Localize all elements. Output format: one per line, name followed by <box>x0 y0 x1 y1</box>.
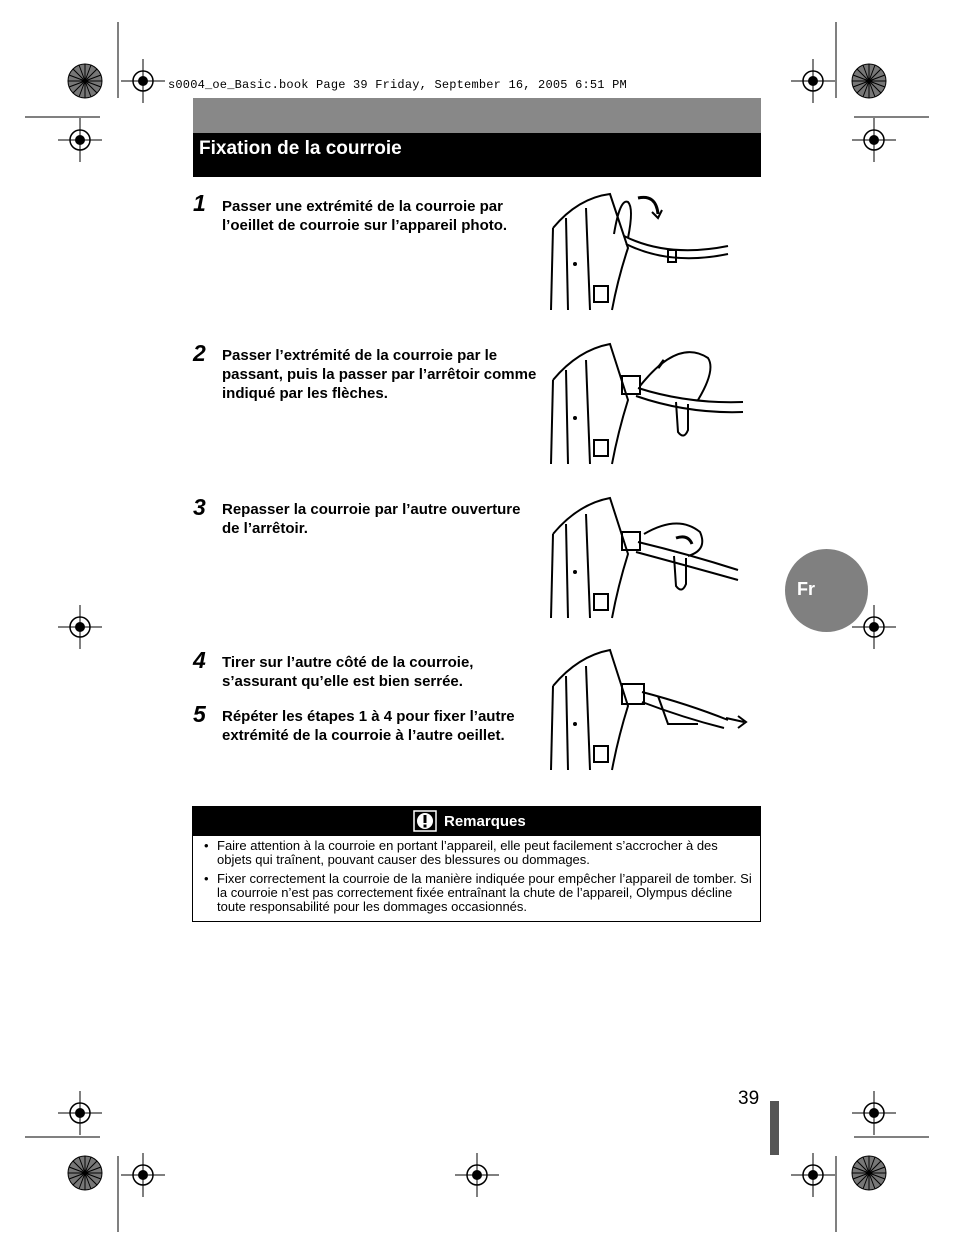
step-text-5: Répéter les étapes 1 à 4 pour fixer l’autre extrémité de la courroie à l’autre oeillet. <box>222 708 515 744</box>
note-item: • Faire attention à la courroie en portant l’appareil, elle peut facilement s’accrocher à des objets qui traînent, pouvant causer des blessures ou dommages. <box>204 839 752 867</box>
section-title: Fixation de la courroie <box>199 138 402 159</box>
language-tab-label: Fr <box>797 579 815 599</box>
notes-title: Remarques <box>444 813 526 830</box>
step-number-2: 2 <box>193 340 206 366</box>
step-text-4: Tirer sur l’autre côté de la courroie, s’assurant qu’elle est bien serrée. <box>222 654 474 690</box>
step-number-3: 3 <box>193 494 206 520</box>
step-number-1: 1 <box>193 190 206 216</box>
step-text-2: Passer l’extrémité de la courroie par le passant, puis la passer par l’arrêtoir comme indiqué par les flèches. <box>222 347 537 402</box>
page-number: 39 <box>738 1088 760 1109</box>
print-header: s0004_oe_Basic.book Page 39 Friday, September 16, 2005 6:51 PM <box>168 78 627 92</box>
step-text-1: Passer une extrémité de la courroie par l’oeillet de courroie sur l’appareil photo. <box>222 198 508 234</box>
step-text-3: Repasser la courroie par l’autre ouverture de l’arrêtoir. <box>222 501 521 537</box>
step-number-4: 4 <box>193 647 206 673</box>
step-number-5: 5 <box>193 701 206 727</box>
note-item: • Fixer correctement la courroie de la manière indiquée pour empêcher l’appareil de tomber. Si la courroie n’est pas correctement fixée entraînant la chute de l’appareil, Olympus décline toute responsabilité pour les dommages occasionnés. <box>204 872 752 914</box>
